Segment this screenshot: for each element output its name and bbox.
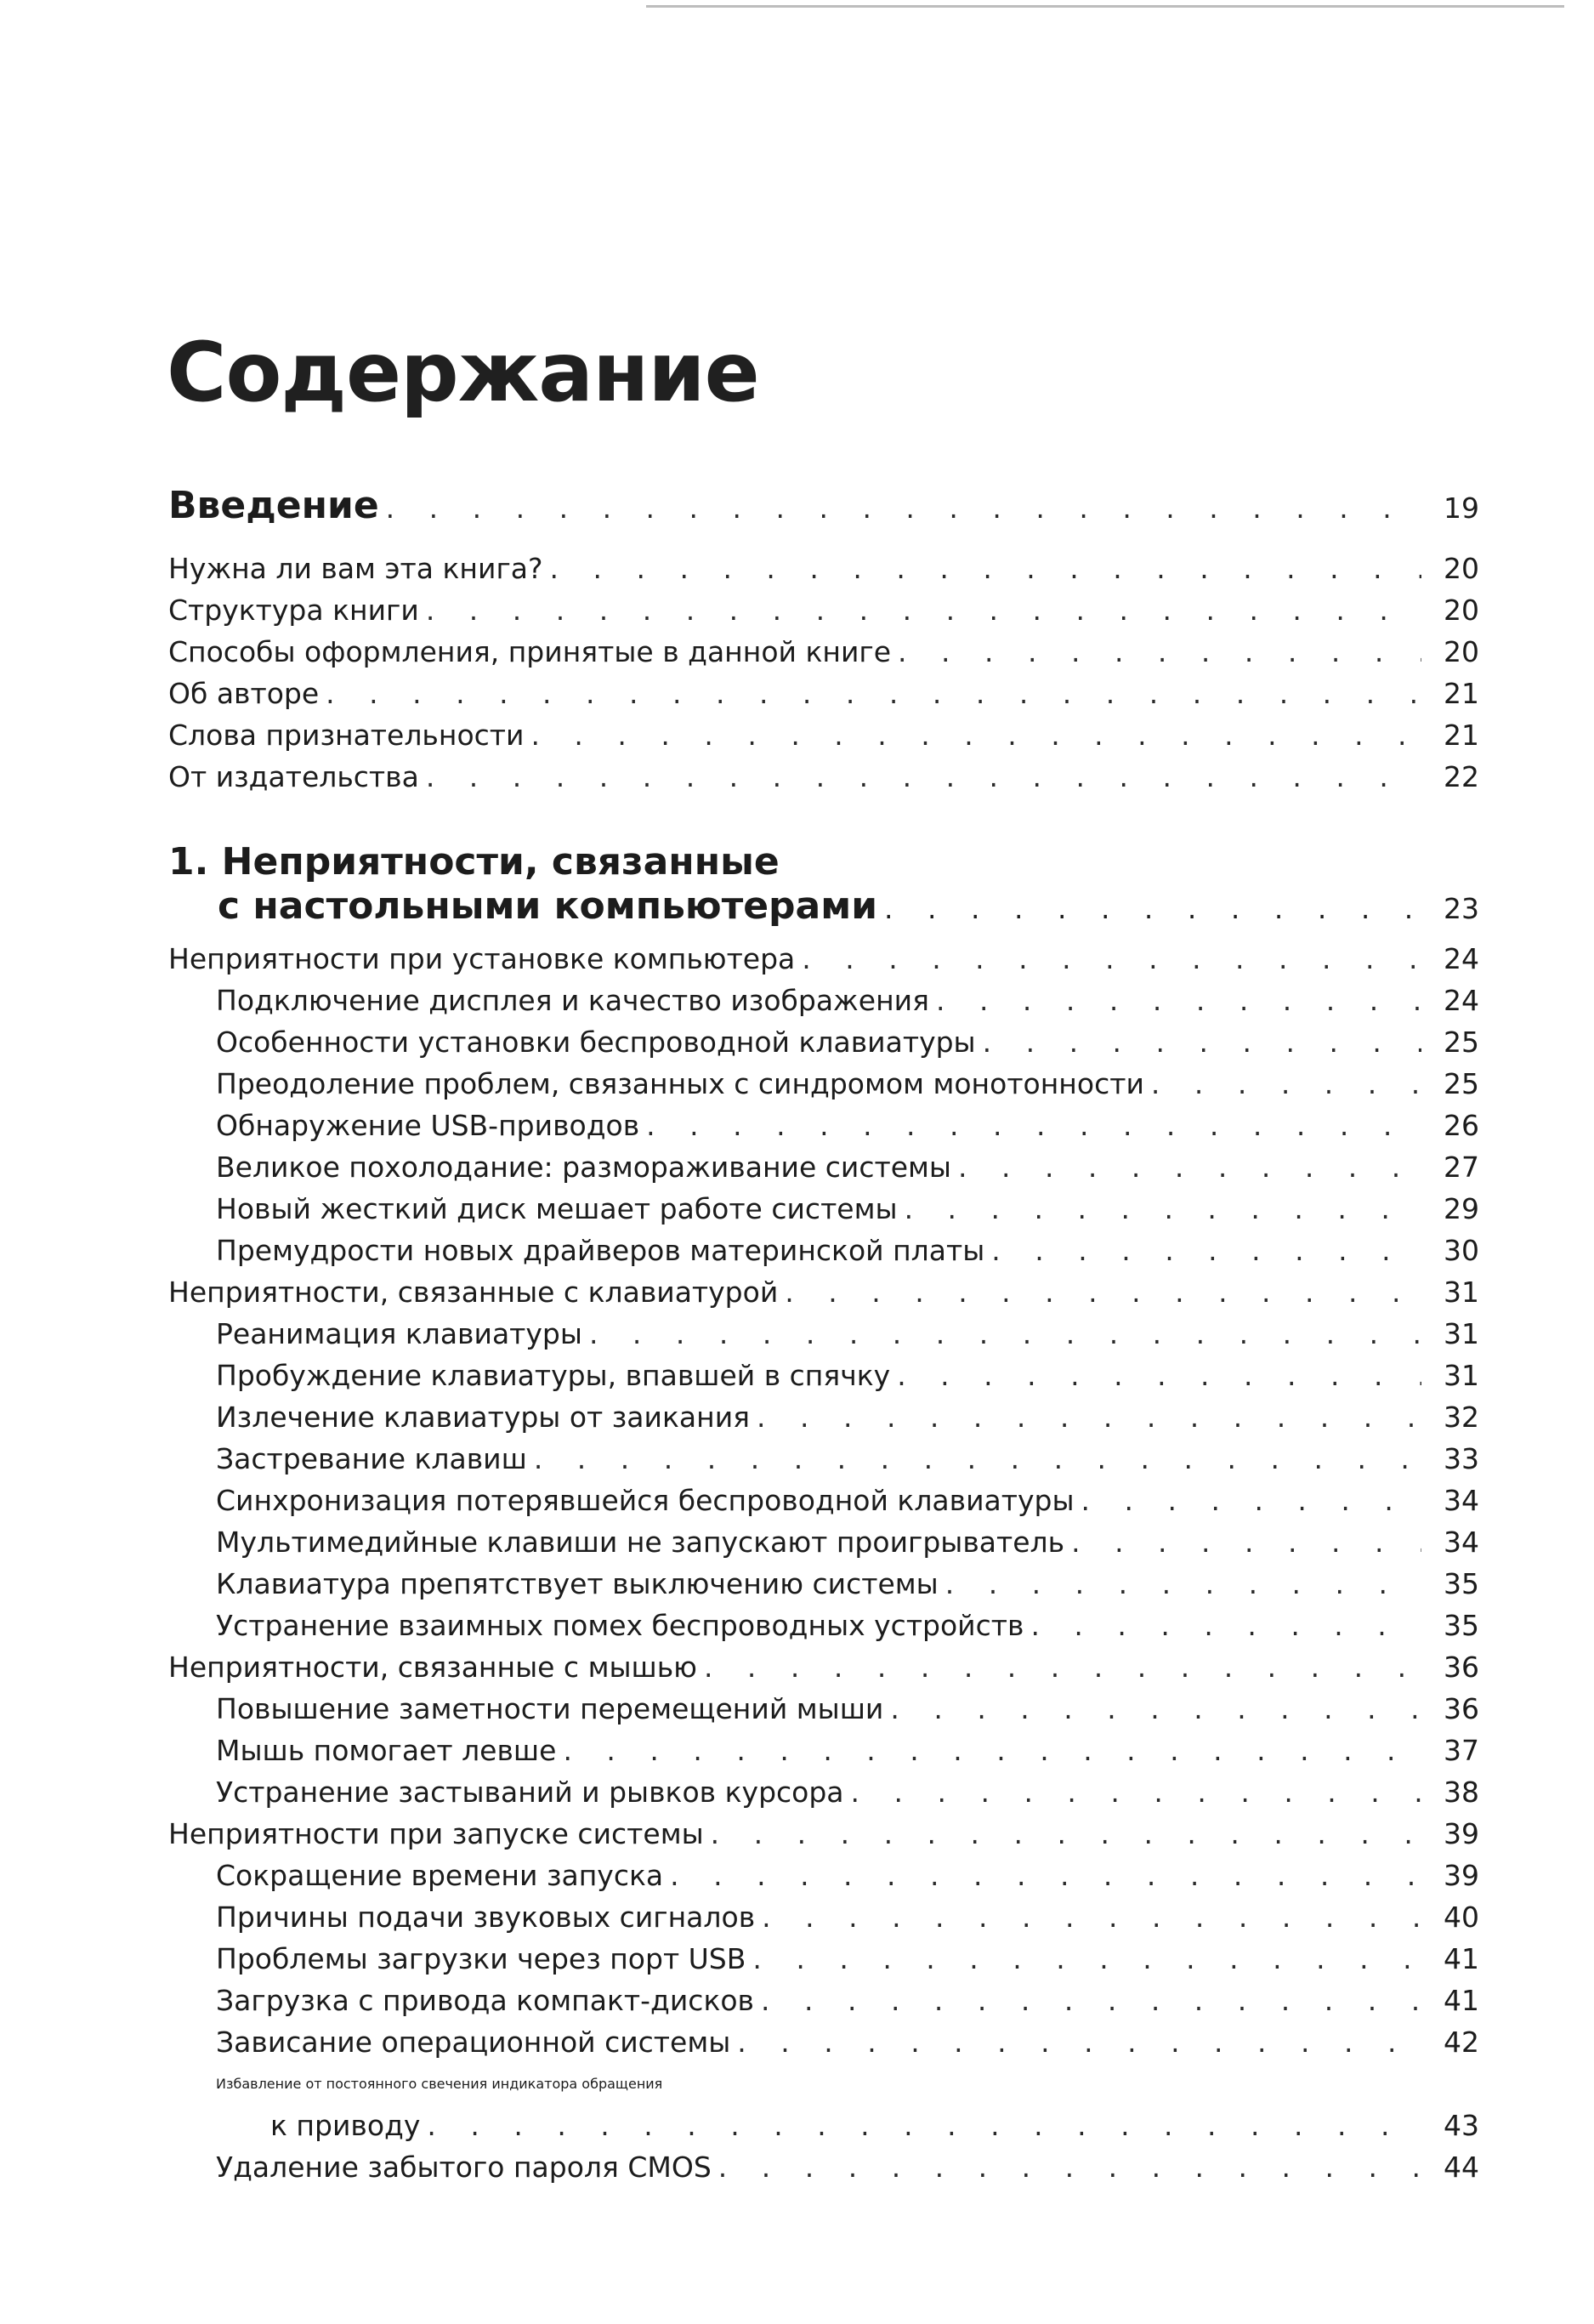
dot-leader <box>426 756 1421 798</box>
dot-leader <box>762 1896 1421 1938</box>
toc-page-number: 30 <box>1421 1230 1479 1271</box>
page-title: Содержание <box>167 325 759 420</box>
toc-page-number: 41 <box>1421 1980 1479 2021</box>
toc-page-number: 26 <box>1421 1105 1479 1146</box>
dot-leader <box>530 714 1421 756</box>
toc-subitem-label: Устранение взаимных помех беспроводных устройств <box>168 1605 1030 1646</box>
dot-leader <box>897 1355 1421 1396</box>
toc-subitem-label: Устранение застываний и рывков курсора <box>168 1771 851 1813</box>
toc-subitem[interactable] <box>168 1438 1479 1480</box>
toc-subitem-label: Обнаружение USB-приводов <box>168 1105 646 1146</box>
toc-subitem-label: Зависание операционной системы <box>168 2021 737 2063</box>
dot-leader <box>936 980 1421 1021</box>
toc-subitem[interactable] <box>168 1063 1479 1105</box>
toc-subitem[interactable] <box>168 1021 1479 1063</box>
toc-page-number: 31 <box>1421 1271 1479 1313</box>
dot-leader <box>589 1313 1421 1355</box>
toc-item[interactable] <box>168 589 1479 631</box>
toc-subitem-label: Повышение заметности перемещений мыши <box>168 1688 890 1730</box>
toc-page-number: 27 <box>1421 1146 1479 1188</box>
toc-page-number: 36 <box>1421 1646 1479 1688</box>
toc-subitem[interactable] <box>168 1896 1479 1938</box>
dot-leader <box>563 1730 1421 1771</box>
dot-leader <box>386 479 1421 538</box>
toc-page-number: 39 <box>1421 1855 1479 1896</box>
dot-leader <box>958 1146 1421 1188</box>
toc-page-number: 36 <box>1421 1688 1479 1730</box>
dot-leader <box>890 1688 1421 1730</box>
toc-page-number: 44 <box>1421 2146 1479 2188</box>
dot-leader <box>884 887 1427 931</box>
dot-leader <box>802 938 1421 980</box>
toc-page-number: 40 <box>1421 1896 1479 1938</box>
chapter-title-line2: с настольными компьютерами <box>218 884 878 928</box>
dot-leader <box>1081 1480 1421 1521</box>
dot-leader <box>534 1438 1421 1480</box>
dot-leader <box>851 1771 1421 1813</box>
toc-subitem-multiline[interactable] <box>168 2063 1479 2146</box>
toc-section[interactable] <box>168 1271 1479 1313</box>
toc-subitem[interactable] <box>168 2146 1479 2188</box>
dot-leader <box>718 2146 1421 2188</box>
dot-leader <box>426 589 1421 631</box>
toc-item-label: Слова признательности <box>168 714 530 756</box>
toc-section[interactable] <box>168 938 1479 980</box>
toc-section-label: Неприятности, связанные с мышью <box>168 1646 704 1688</box>
toc-item[interactable] <box>168 548 1479 589</box>
chapter-title-line1: 1. Неприятности, связанные <box>168 840 780 884</box>
dot-leader <box>991 1230 1421 1271</box>
dot-leader <box>761 1980 1421 2021</box>
toc-item[interactable] <box>168 673 1479 714</box>
table-of-contents <box>168 476 1479 2188</box>
toc-section[interactable] <box>168 1813 1479 1855</box>
toc-page-number: 20 <box>1421 548 1479 589</box>
toc-page-number: 32 <box>1421 1396 1479 1438</box>
toc-item[interactable] <box>168 631 1479 673</box>
toc-item-label: Структура книги <box>168 589 426 631</box>
toc-subitem-label-line1: Избавление от постоянного свечения индикатора обращения <box>216 2076 663 2092</box>
toc-subitem-label-line2: к приводу <box>168 2105 427 2146</box>
toc-page-number: 35 <box>1421 1605 1479 1646</box>
toc-subitem[interactable] <box>168 1605 1479 1646</box>
dot-leader <box>905 1188 1421 1230</box>
toc-subitem[interactable] <box>168 1105 1479 1146</box>
toc-item[interactable] <box>168 756 1479 798</box>
toc-page-number: 42 <box>1421 2021 1479 2063</box>
dot-leader <box>711 1813 1421 1855</box>
toc-page-number: 22 <box>1421 756 1479 798</box>
toc-section-label: Неприятности, связанные с клавиатурой <box>168 1271 785 1313</box>
toc-subitem[interactable] <box>168 1563 1479 1605</box>
dot-leader <box>1030 1605 1421 1646</box>
toc-subitem-label: Синхронизация потерявшейся беспроводной клавиатуры <box>168 1480 1081 1521</box>
dot-leader <box>646 1105 1421 1146</box>
toc-page-number: 21 <box>1421 714 1479 756</box>
toc-page-number: 41 <box>1421 1938 1479 1980</box>
dot-leader <box>550 548 1421 589</box>
toc-subitem-label: Премудрости новых драйверов материнской платы <box>168 1230 991 1271</box>
toc-subitem[interactable] <box>168 1521 1479 1563</box>
toc-section[interactable] <box>168 1646 1479 1688</box>
toc-subitem[interactable] <box>168 1188 1479 1230</box>
toc-subitem-label: Загрузка с привода компакт-дисков <box>168 1980 761 2021</box>
toc-subitem[interactable] <box>168 1313 1479 1355</box>
dot-leader <box>737 2021 1421 2063</box>
toc-section-label: Неприятности при установке компьютера <box>168 938 802 980</box>
toc-subitem[interactable] <box>168 1480 1479 1521</box>
toc-item-label: От издательства <box>168 756 426 798</box>
dot-leader <box>670 1855 1421 1896</box>
toc-item-label: Об авторе <box>168 673 326 714</box>
toc-subitem-label: Причины подачи звуковых сигналов <box>168 1896 762 1938</box>
top-rule <box>646 5 1564 8</box>
dot-leader <box>326 673 1421 714</box>
toc-subitem[interactable] <box>168 1980 1479 2021</box>
toc-subitem[interactable] <box>168 1355 1479 1396</box>
toc-page-number: 24 <box>1421 938 1479 980</box>
toc-subitem[interactable] <box>168 1938 1479 1980</box>
toc-subitem-label: Излечение клавиатуры от заикания <box>168 1396 757 1438</box>
toc-subitem[interactable] <box>168 1688 1479 1730</box>
dot-leader <box>704 1646 1421 1688</box>
toc-subitem-label: Мышь помогает левше <box>168 1730 563 1771</box>
toc-page-number: 37 <box>1421 1730 1479 1771</box>
toc-item-label: Нужна ли вам эта книга? <box>168 548 550 589</box>
toc-page-number: 38 <box>1421 1771 1479 1813</box>
toc-subitem-label: Застревание клавиш <box>168 1438 534 1480</box>
toc-subitem-label: Мультимедийные клавиши не запускают проигрыватель <box>168 1521 1071 1563</box>
toc-chapter-1[interactable] <box>168 840 1479 931</box>
toc-intro[interactable] <box>168 476 1479 536</box>
toc-subitem[interactable] <box>168 980 1479 1021</box>
toc-page-number: 29 <box>1421 1188 1479 1230</box>
toc-page-number: 25 <box>1421 1021 1479 1063</box>
toc-page-number: 24 <box>1421 980 1479 1021</box>
toc-subitem[interactable] <box>168 1771 1479 1813</box>
toc-subitem-label: Подключение дисплея и качество изображения <box>168 980 936 1021</box>
dot-leader <box>757 1396 1421 1438</box>
toc-subitem[interactable] <box>168 1396 1479 1438</box>
toc-subitem-label: Преодоление проблем, связанных с синдромом монотонности <box>168 1063 1151 1105</box>
dot-leader <box>898 631 1421 673</box>
dot-leader <box>752 1938 1421 1980</box>
toc-subitem-label: Новый жесткий диск мешает работе системы <box>168 1188 905 1230</box>
toc-item-label: Способы оформления, принятые в данной книге <box>168 631 898 673</box>
dot-leader <box>983 1021 1421 1063</box>
toc-subitem[interactable] <box>168 1146 1479 1188</box>
dot-leader <box>1071 1521 1421 1563</box>
toc-subitem-label: Проблемы загрузки через порт USB <box>168 1938 752 1980</box>
toc-subitem[interactable] <box>168 1730 1479 1771</box>
toc-page-number: 20 <box>1421 631 1479 673</box>
toc-subitem-label: Сокращение времени запуска <box>168 1855 670 1896</box>
toc-subitem[interactable] <box>168 1855 1479 1896</box>
toc-page-number: 35 <box>1421 1563 1479 1605</box>
toc-subitem-label: Особенности установки беспроводной клавиатуры <box>168 1021 983 1063</box>
toc-subitem-label: Пробуждение клавиатуры, впавшей в спячку <box>168 1355 897 1396</box>
toc-page-number: 31 <box>1421 1313 1479 1355</box>
dot-leader <box>945 1563 1421 1605</box>
toc-subitem[interactable] <box>168 2021 1479 2063</box>
toc-section-label: Неприятности при запуске системы <box>168 1813 711 1855</box>
toc-subitem[interactable] <box>168 1230 1479 1271</box>
dot-leader <box>1151 1063 1421 1105</box>
toc-page-number: 39 <box>1421 1813 1479 1855</box>
toc-subitem-label: Удаление забытого пароля CMOS <box>168 2146 718 2188</box>
toc-page-number: 33 <box>1421 1438 1479 1480</box>
toc-page-number: 20 <box>1421 589 1479 631</box>
toc-page-number: 25 <box>1421 1063 1479 1105</box>
toc-subitem-label: Реанимация клавиатуры <box>168 1313 589 1355</box>
toc-item[interactable] <box>168 714 1479 756</box>
toc-intro-label: Введение <box>168 476 386 536</box>
toc-page-number: 21 <box>1421 673 1479 714</box>
toc-page-number: 34 <box>1421 1521 1479 1563</box>
toc-page-number: 23 <box>1444 892 1479 925</box>
dot-leader <box>427 2105 1421 2146</box>
toc-page-number: 34 <box>1421 1480 1479 1521</box>
toc-page-number: 31 <box>1421 1355 1479 1396</box>
toc-page-number: 43 <box>1421 2105 1479 2146</box>
dot-leader <box>785 1271 1421 1313</box>
toc-subitem-label: Великое похолодание: размораживание системы <box>168 1146 958 1188</box>
toc-page-number: 19 <box>1421 479 1479 538</box>
toc-subitem-label: Клавиатура препятствует выключению системы <box>168 1563 945 1605</box>
